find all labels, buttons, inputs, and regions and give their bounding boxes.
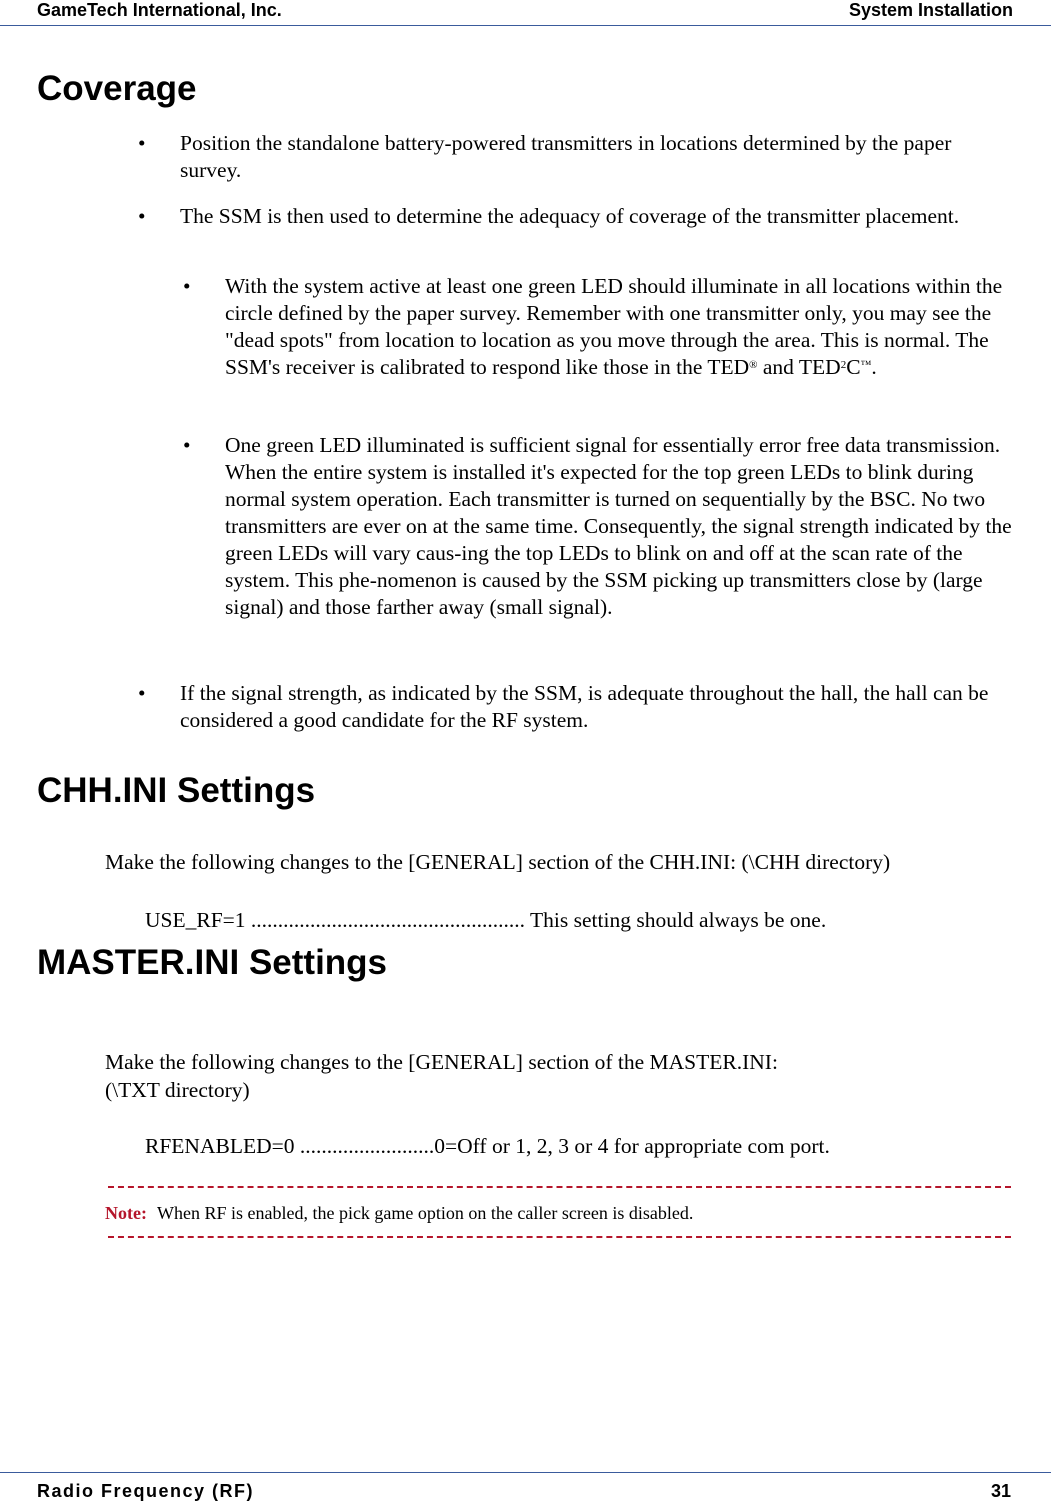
chh-heading: CHH.INI Settings <box>37 771 316 810</box>
chh-setting: USE_RF=1 ................................................... This setting should always be one. <box>145 908 827 932</box>
coverage-bullet-1: • Position the standalone battery-powered transmitters in locations determined by the paper survey. <box>138 131 952 182</box>
note-text: When RF is enabled, the pick game option on the caller screen is disabled. <box>156 1203 694 1223</box>
note-box <box>105 1203 693 1224</box>
master-intro-line-1: Make the following changes to the [GENERAL] section of the MASTER.INI: <box>105 1050 778 1074</box>
header-section: System Installation <box>848 0 1013 20</box>
footer-rule <box>0 1472 1051 1473</box>
note-label: Note: <box>105 1203 147 1223</box>
footer-chapter: Radio Frequency (RF) <box>37 1481 255 1501</box>
note-top-rule <box>108 1186 1011 1188</box>
master-intro-line-2: (\TXT directory) <box>105 1078 250 1102</box>
master-heading: MASTER.INI Settings <box>37 943 388 982</box>
chh-intro: Make the following changes to the [GENERAL] section of the CHH.INI: (\CHH directory) <box>105 850 891 874</box>
master-setting: RFENABLED=0 .........................0=Off or 1, 2, 3 or 4 for appropriate com port. <box>145 1134 830 1158</box>
header-rule <box>0 25 1051 26</box>
page-header <box>0 0 1051 26</box>
coverage-heading: Coverage <box>37 69 197 108</box>
header-company: GameTech International, Inc. <box>37 0 282 20</box>
coverage-bullet-3: • If the signal strength, as indicated by the SSM, is adequate throughout the hall, the hall can be considered a good candidate for the RF system. <box>138 681 989 732</box>
coverage-subbullet-1: • With the system active at least one green LED should illuminate in all locations within the circle defined by the paper survey. Remember with one transmitter only, you may see the "dead spots" from location to location as you move through the area. This is normal. The SSM's receiver is calibrated to respond like those in the TED® and TED$^2$C™. <box>183 274 1003 379</box>
coverage-bullet-2: • The SSM is then used to determine the adequacy of coverage of the transmitter placement. <box>138 204 960 228</box>
note-bottom-rule <box>108 1236 1011 1238</box>
page-number: 31 <box>990 1481 1011 1501</box>
coverage-subbullet-2: • One green LED illuminated is sufficient signal for essentially error free data transmission. When the entire system is installed it's expected for the top green LEDs to blink during normal system operation. Each transmitter is turned on sequentially by the BSC. No two transmitters are ever on at the same time. Consequently, the signal strength indicated by the green LEDs will vary caus-ing the top LEDs to blink on and off at the scan rate of the system. This phe-nomenon is caused by the SSM picking up transmitters close by (large signal) and those farther away (small signal). <box>183 433 1012 619</box>
